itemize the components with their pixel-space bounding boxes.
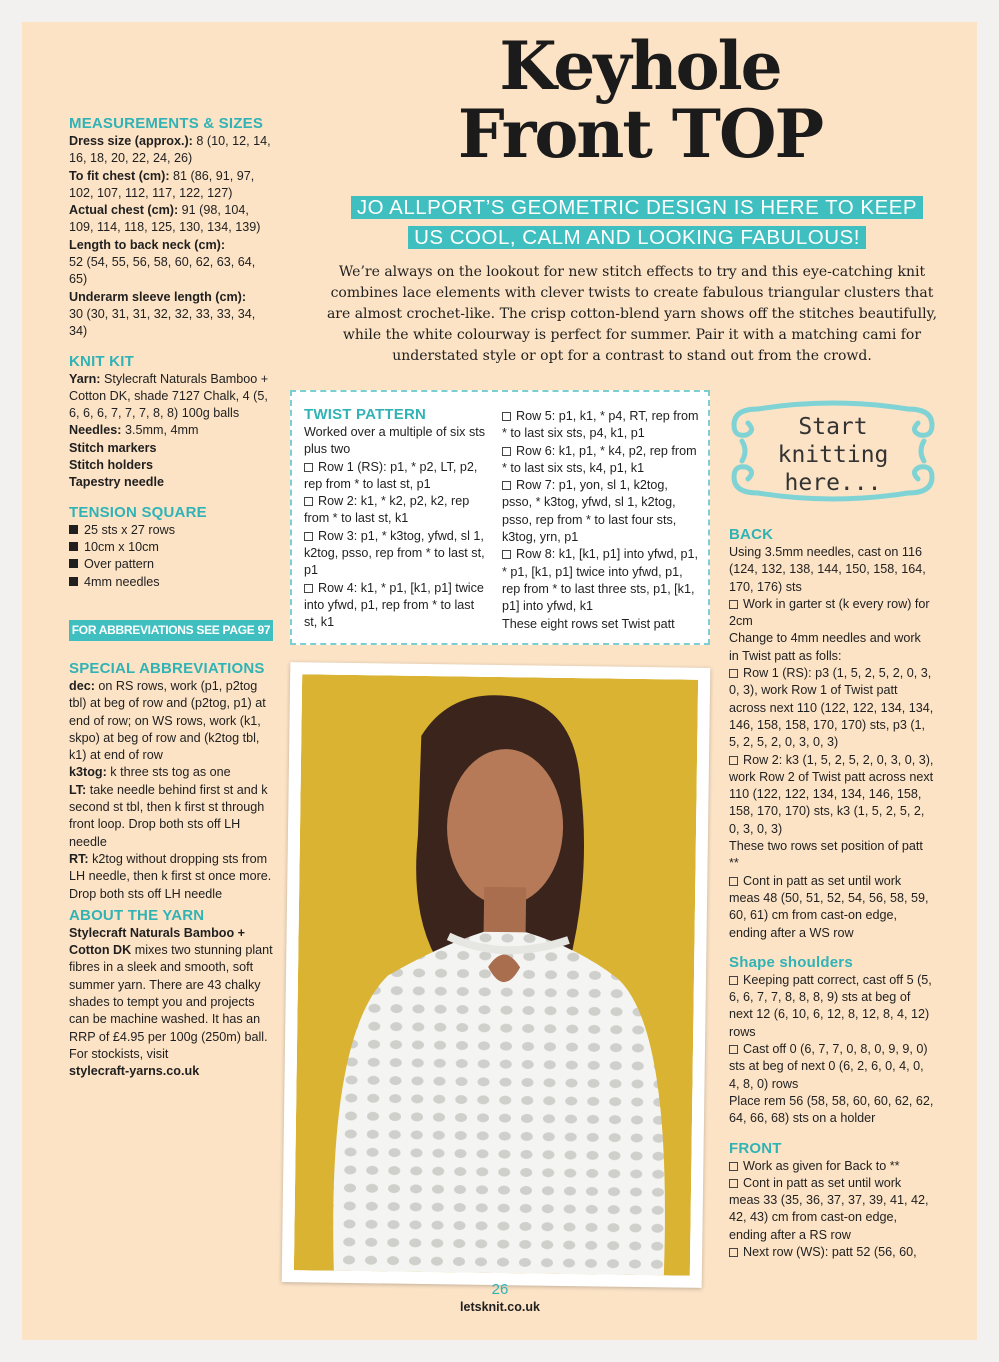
twist-pattern-heading: TWIST PATTERN bbox=[304, 406, 427, 423]
measurements-heading: MEASUREMENTS & SIZES bbox=[69, 115, 264, 132]
twist-row: Row 7: p1, yon, sl 1, k2tog, psso, * k3tog, yfwd, sl 1, k2tog, psso, rep from * to last four sts, k3tog, yrn, p1 bbox=[502, 478, 677, 545]
model-photo bbox=[282, 662, 711, 1288]
instruction: Cont in patt as set until work meas 33 (35, 36, 37, 37, 39, 41, 42, 42, 43) cm from cast-on edge, ending after a RS row bbox=[729, 1175, 929, 1242]
shape-shoulders-heading: Shape shoulders bbox=[729, 953, 853, 971]
checkbox-icon[interactable] bbox=[304, 584, 313, 593]
checkbox-icon[interactable] bbox=[729, 976, 738, 985]
title-line-2: Front TOP bbox=[457, 95, 823, 173]
twist-row: Row 8: k1, [k1, p1] into yfwd, p1, * p1, [k1, p1] twice into yfwd, p1, rep from * to last three sts, p1, [k1, p1] into yfwd, k1 bbox=[502, 547, 699, 614]
bullet-square-icon bbox=[69, 577, 78, 586]
bullet-square-icon bbox=[69, 525, 78, 534]
instruction: Row 2: k3 (1, 5, 2, 5, 2, 0, 3, 0, 3), work Row 2 of Twist patt across next 110 (122, 122, 134, 134, 146, 158, 158, 170, 170) sts, k3 (1, 5, 2, 5, 2, 0, 3, 0, 3) bbox=[729, 752, 934, 836]
page-number: 26 bbox=[491, 1281, 509, 1298]
about-yarn-heading: ABOUT THE YARN bbox=[69, 906, 205, 924]
special-abbreviations-heading: SPECIAL ABBREVIATIONS bbox=[69, 660, 265, 677]
badge-text: Start knitting here... bbox=[777, 414, 889, 496]
tension-item: 4mm needles bbox=[69, 574, 273, 591]
instruction: Work in garter st (k every row) for 2cm bbox=[729, 596, 930, 629]
twist-row: Row 6: k1, p1, * k4, p2, rep from * to last six sts, k4, p1, k1 bbox=[502, 443, 697, 475]
subtitle-text: JO ALLPORT’S GEOMETRIC DESIGN IS HERE TO KEEP US COOL, CALM AND LOOKING FABULOUS! bbox=[351, 196, 923, 249]
checkbox-icon[interactable] bbox=[729, 669, 738, 678]
twist-column-1 bbox=[304, 406, 489, 632]
checkbox-icon[interactable] bbox=[729, 1162, 738, 1171]
checkbox-icon[interactable] bbox=[729, 1248, 738, 1257]
woman-wearing-keyhole-top-image bbox=[294, 674, 698, 1275]
checkbox-icon[interactable] bbox=[304, 532, 313, 541]
tension-item: Over pattern bbox=[69, 556, 273, 573]
checkbox-icon[interactable] bbox=[729, 1045, 738, 1054]
instruction: Next row (WS): patt 52 (56, 60, bbox=[729, 1244, 934, 1261]
twist-row: Row 5: p1, k1, * p4, RT, rep from * to last six sts, p4, k1, p1 bbox=[502, 409, 699, 441]
photo-image bbox=[294, 674, 698, 1275]
twist-row: Row 4: k1, * p1, [k1, p1] twice into yfwd, p1, rep from * to last st, k1 bbox=[304, 580, 484, 630]
instruction: Cont in patt as set until work meas 48 (50, 51, 52, 54, 56, 58, 59, 60, 61) cm from cast-on edge, ending after a WS row bbox=[729, 873, 929, 940]
knit-kit-heading: KNIT KIT bbox=[69, 352, 134, 370]
about-yarn-text: Stylecraft Naturals Bamboo + Cotton DK mixes two stunning plant fibres in a sleek and smooth, soft summer yarn. There are 43 chalky shades to tempt you and projects can be machine washed. It has an RRP of £4.95 per 100g (250m) ball. For stockists, visit stylecraft-yarns.co.uk bbox=[69, 925, 273, 1079]
left-column-lower bbox=[69, 660, 273, 1081]
length-to-back-neck: Length to back neck (cm): 52 (54, 55, 56, 58, 60, 62, 63, 64, 65) bbox=[69, 237, 256, 287]
instruction: Keeping patt correct, cast off 5 (5, 6, 6, 7, 7, 8, 8, 8, 9) sts at beg of next 12 (6, 10, 6, 12, 8, 12, 8, 4, 12) rows bbox=[729, 972, 932, 1039]
abbr-dec: dec: on RS rows, work (p1, p2tog tbl) at beg of row and (p2tog, p1) at end of row; on WS rows, work (k1, skpo) at beg of row and (k2tog tbl, k1) at end of row bbox=[69, 679, 266, 763]
instruction: Row 1 (RS): p3 (1, 5, 2, 5, 2, 0, 3, 0, 3), work Row 1 of Twist patt across next 110 (122, 122, 134, 134, 146, 158, 158, 170, 170) sts, p3 (1, 5, 2, 5, 2, 0, 3, 0, 3) bbox=[729, 666, 934, 750]
tension-item: 25 sts x 27 rows bbox=[69, 522, 273, 539]
tension-item: 10cm x 10cm bbox=[69, 539, 273, 556]
twist-intro: Worked over a multiple of six sts plus two bbox=[304, 425, 486, 457]
front-heading: FRONT bbox=[729, 1139, 782, 1157]
twist-row: Row 2: k1, * k2, p2, k2, rep from * to last st, k1 bbox=[304, 494, 470, 526]
instruction: Work as given for Back to ** bbox=[729, 1158, 934, 1175]
page-title bbox=[430, 27, 850, 173]
kit-item: Tapestry needle bbox=[69, 475, 164, 490]
start-knitting-badge bbox=[728, 395, 938, 507]
checkbox-icon[interactable] bbox=[729, 1179, 738, 1188]
bullet-square-icon bbox=[69, 542, 78, 551]
checkbox-icon[interactable] bbox=[729, 600, 738, 609]
underarm-sleeve-length: Underarm sleeve length (cm): 30 (30, 31, 31, 32, 32, 33, 33, 34, 34) bbox=[69, 289, 256, 339]
kit-yarn: Yarn: Stylecraft Naturals Bamboo + Cotton DK, shade 7127 Chalk, 4 (5, 6, 6, 6, 7, 7, 7, 8, 8) 100g balls bbox=[69, 371, 269, 421]
kit-item: Stitch markers bbox=[69, 440, 157, 455]
right-column bbox=[729, 526, 934, 1261]
instruction: Cast off 0 (6, 7, 7, 0, 8, 0, 9, 9, 0) sts at beg of next 0 (6, 2, 6, 0, 4, 0, 4, 8, 0) rows bbox=[729, 1042, 928, 1091]
title-line-1: Keyhole bbox=[499, 27, 781, 105]
instruction: These two rows set position of patt ** bbox=[729, 839, 923, 871]
kit-item: Stitch holders bbox=[69, 458, 153, 473]
left-column bbox=[69, 115, 273, 591]
abbr-k3tog: k3tog: k three sts tog as one bbox=[69, 765, 231, 780]
bullet-square-icon bbox=[69, 559, 78, 568]
dress-size: Dress size (approx.): 8 (10, 12, 14, 16, 18, 20, 22, 24, 26) bbox=[69, 134, 271, 166]
twist-row: Row 1 (RS): p1, * p2, LT, p2, rep from * to last st, p1 bbox=[304, 459, 478, 491]
twist-outro: These eight rows set Twist patt bbox=[502, 616, 675, 631]
checkbox-icon[interactable] bbox=[729, 877, 738, 886]
subtitle-banner bbox=[337, 193, 937, 253]
twist-row: Row 3: p1, * k3tog, yfwd, sl 1, k2tog, psso, rep from * to last st, p1 bbox=[304, 528, 485, 578]
intro-paragraph: We’re always on the lookout for new stitch effects to try and this eye-catching knit combines lace elements with clever twists to create fabulous triangular clusters that are almost crochet-like. The crisp cotton-blend yarn shows off the stitches beautifully, while the white colourway is perfect for summer. Pair it with a matching cami for understated style or opt for a contrast to stand out from the crowd. bbox=[326, 264, 938, 364]
checkbox-icon[interactable] bbox=[502, 447, 511, 456]
back-heading: BACK bbox=[729, 526, 774, 543]
checkbox-icon[interactable] bbox=[502, 412, 511, 421]
instruction: Using 3.5mm needles, cast on 116 (124, 132, 138, 144, 150, 158, 164, 170, 176) sts bbox=[729, 545, 926, 594]
twist-pattern-box bbox=[290, 390, 710, 645]
abbr-lt: LT: take needle behind first st and k second st tbl, then k first st through front loop. Drop both sts off LH needle bbox=[69, 782, 268, 849]
twist-column-2 bbox=[502, 408, 700, 633]
checkbox-icon[interactable] bbox=[729, 756, 738, 765]
instruction: Place rem 56 (58, 58, 60, 60, 62, 62, 64, 66, 68) sts on a holder bbox=[729, 1093, 934, 1126]
abbreviations-reference-box: FOR ABBREVIATIONS SEE PAGE 97 bbox=[69, 620, 273, 641]
footer-website[interactable]: letsknit.co.uk bbox=[460, 1300, 540, 1314]
tension-heading: TENSION SQUARE bbox=[69, 503, 207, 521]
to-fit-chest: To fit chest (cm): 81 (86, 91, 97, 102, 107, 112, 117, 122, 127) bbox=[69, 168, 255, 200]
stockist-link[interactable]: stylecraft-yarns.co.uk bbox=[69, 1064, 200, 1079]
checkbox-icon[interactable] bbox=[304, 497, 313, 506]
checkbox-icon[interactable] bbox=[304, 463, 313, 472]
kit-needles: Needles: 3.5mm, 4mm bbox=[69, 423, 199, 438]
abbr-rt: RT: k2tog without dropping sts from LH needle, then k first st once more. Drop both sts off LH needle bbox=[69, 851, 272, 901]
checkbox-icon[interactable] bbox=[502, 550, 511, 559]
instruction: Change to 4mm needles and work in Twist patt as folls: bbox=[729, 631, 921, 663]
actual-chest: Actual chest (cm): 91 (98, 104, 109, 114, 118, 125, 130, 134, 139) bbox=[69, 203, 261, 235]
checkbox-icon[interactable] bbox=[502, 481, 511, 490]
